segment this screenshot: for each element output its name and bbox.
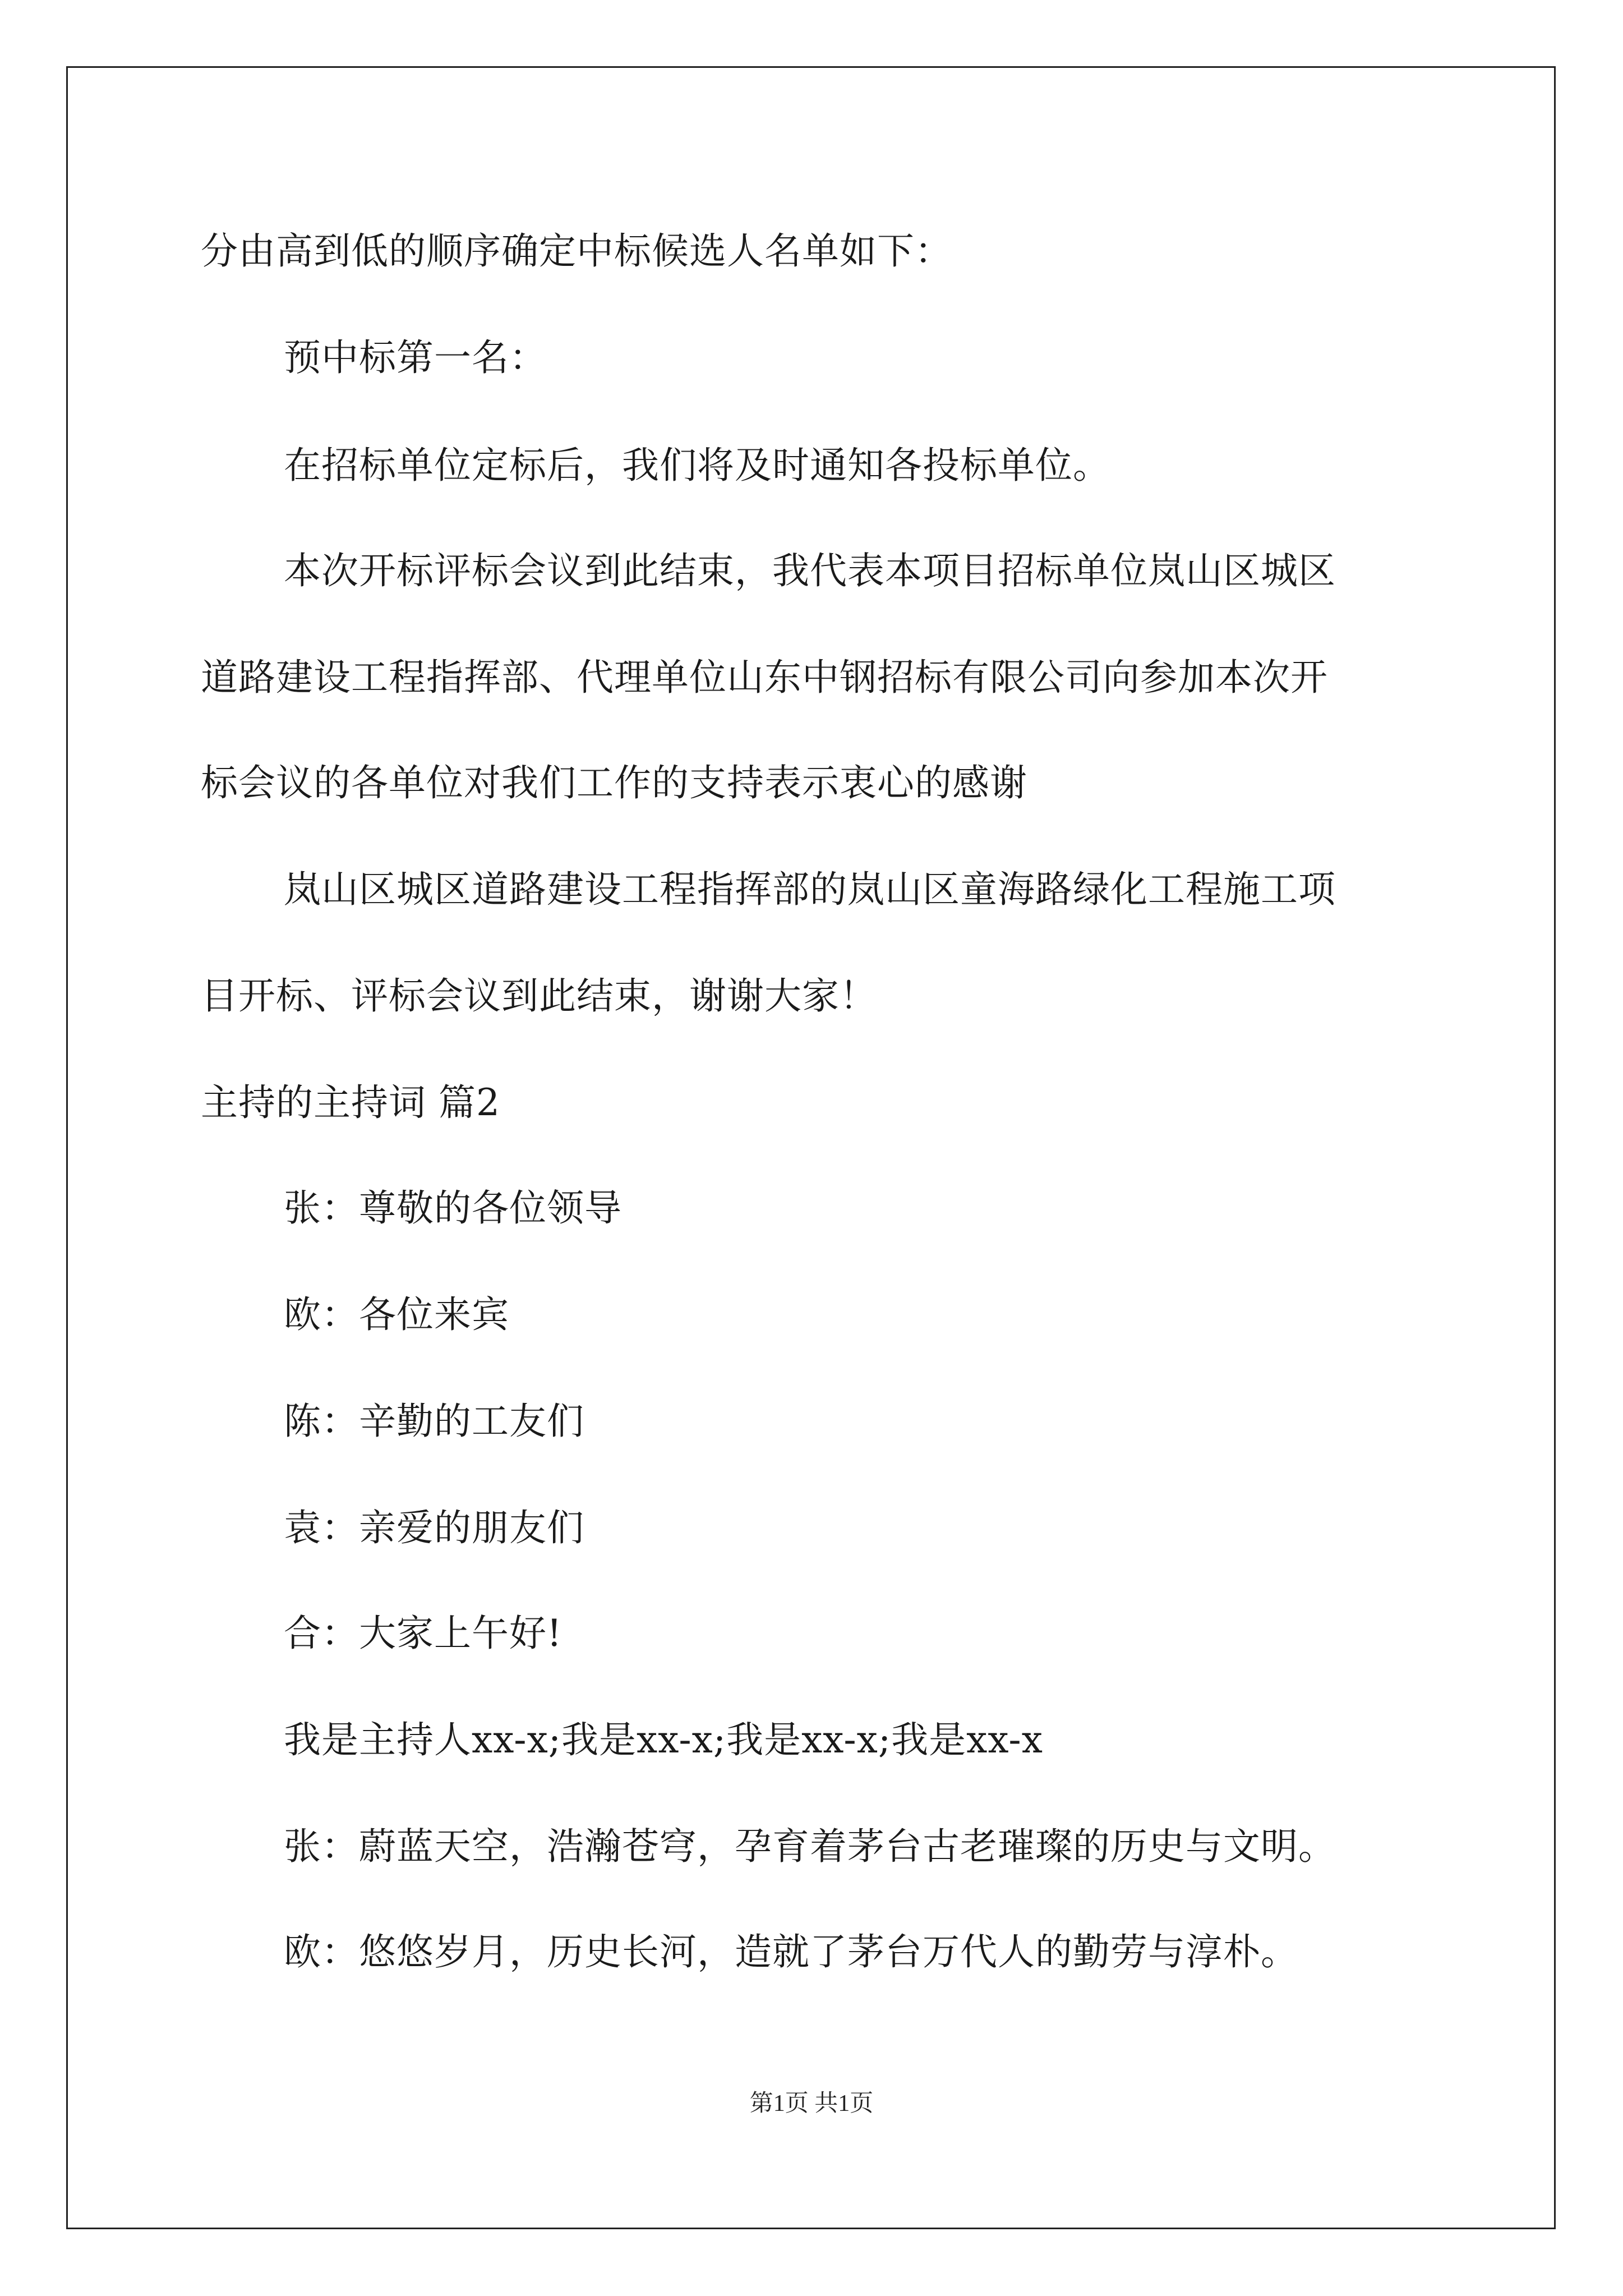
text-line: 目开标、评标会议到此结束，谢谢大家！ <box>201 974 877 1018</box>
text-line: 张：蔚蓝天空，浩瀚苍穹，孕育着茅台古老璀璨的历史与文明。 <box>284 1825 1336 1868</box>
text-line: 我是主持人xx-x;我是xx-x;我是xx-x;我是xx-x <box>284 1718 1043 1761</box>
text-line: 岚山区城区道路建设工程指挥部的岚山区童海路绿化工程施工项 <box>284 868 1336 911</box>
text-line: 合：大家上午好! <box>284 1612 562 1655</box>
text-line: 欧：各位来宾 <box>284 1293 509 1336</box>
text-line: 本次开标评标会议到此结束，我代表本项目招标单位岚山区城区 <box>284 549 1336 592</box>
section-heading: 主持的主持词 篇2 <box>201 1081 500 1124</box>
text-line: 标会议的各单位对我们工作的支持表示衷心的感谢 <box>201 761 1027 804</box>
text-line: 袁：亲爱的朋友们 <box>284 1506 584 1549</box>
text-line: 在招标单位定标后，我们将及时通知各投标单位。 <box>284 444 1110 487</box>
text-line: 分由高到低的顺序确定中标候选人名单如下： <box>201 229 952 273</box>
text-line: 陈：辛勤的工友们 <box>284 1400 584 1443</box>
text-line: 欧：悠悠岁月，历史长河，造就了茅台万代人的勤劳与淳朴。 <box>284 1930 1298 1973</box>
text-line: 预中标第一名： <box>284 336 547 379</box>
page-indicator: 第1页 共1页 <box>749 2091 874 2116</box>
page-border <box>66 66 1556 2229</box>
text-line: 张：尊敬的各位领导 <box>284 1186 622 1230</box>
text-line: 道路建设工程指挥部、代理单位山东中钢招标有限公司向参加本次开 <box>201 656 1328 699</box>
